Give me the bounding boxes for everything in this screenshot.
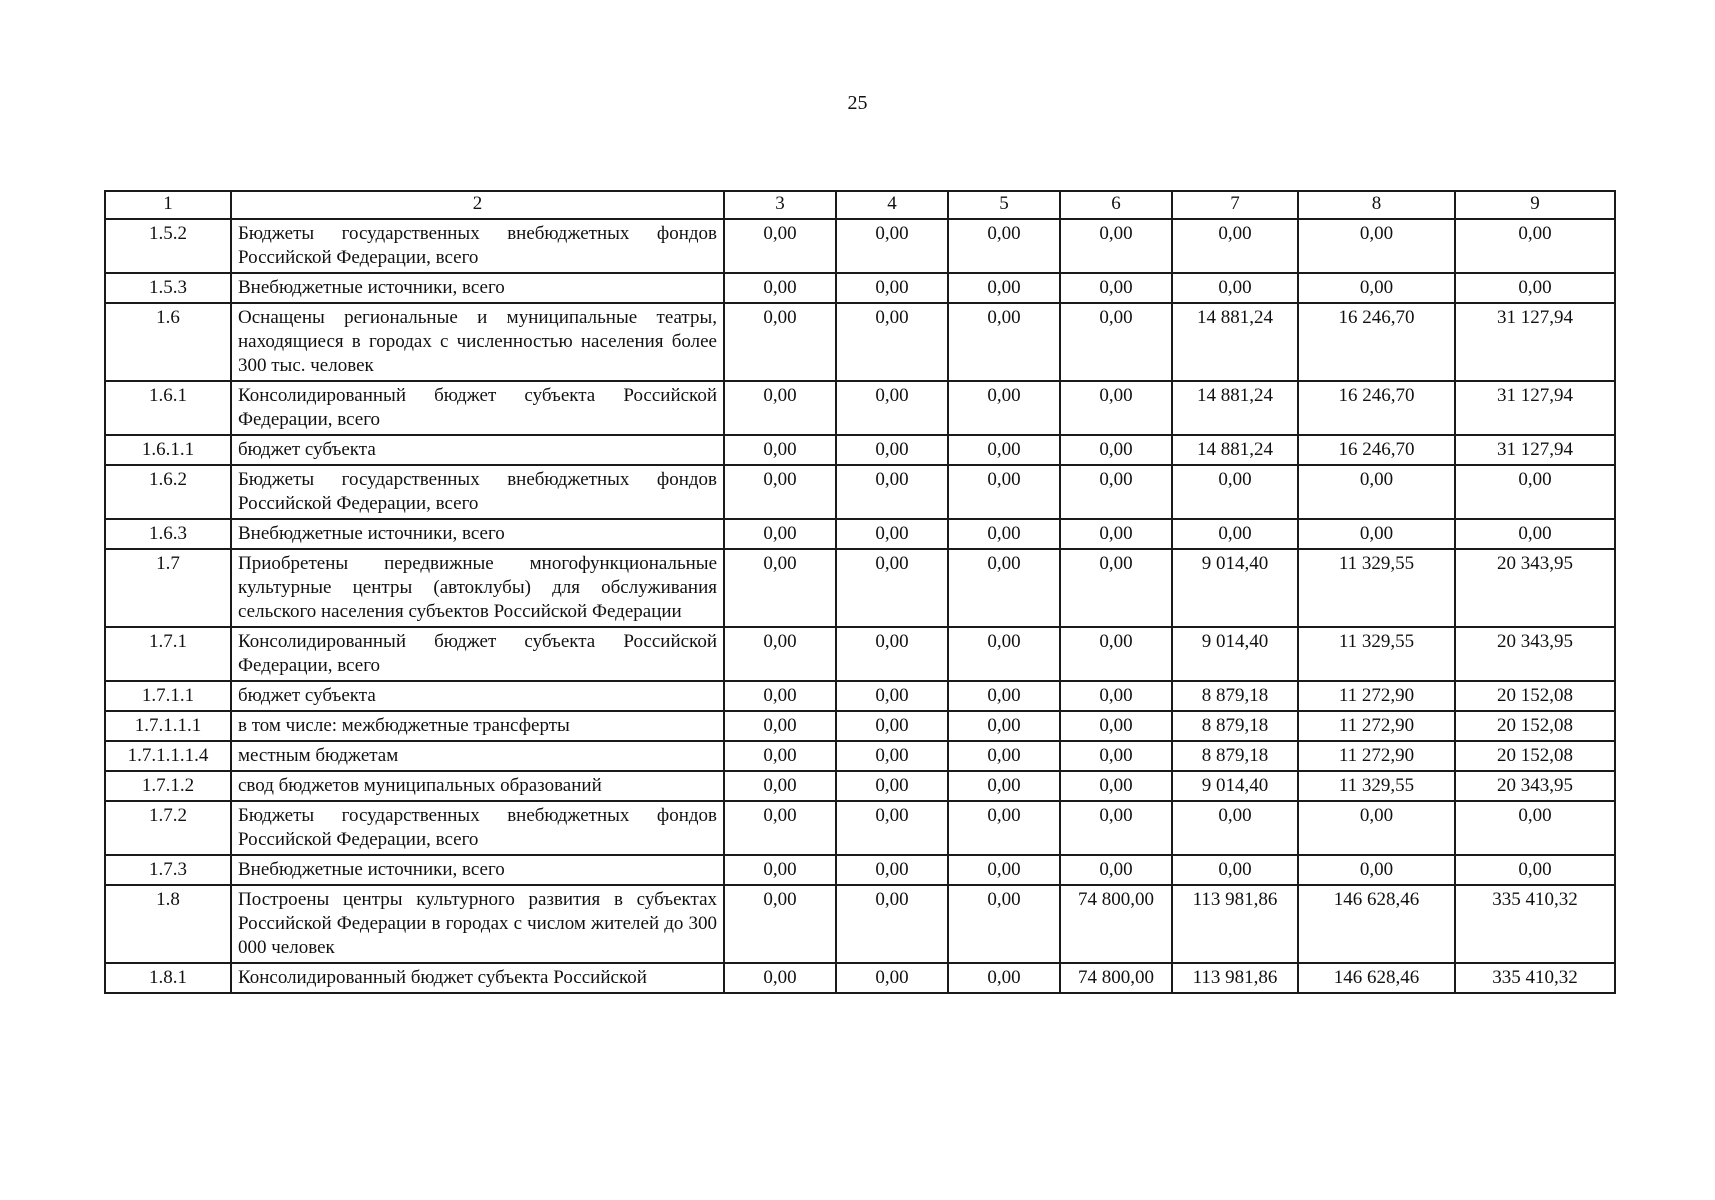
value-cell-col-6: 0,00 xyxy=(1060,549,1172,627)
row-code-cell: 1.7 xyxy=(105,549,231,627)
value-cell-col-6: 74 800,00 xyxy=(1060,963,1172,993)
value-cell-col-3: 0,00 xyxy=(724,273,836,303)
value-cell-col-4: 0,00 xyxy=(836,549,948,627)
value-cell-col-7: 14 881,24 xyxy=(1172,435,1298,465)
table-row xyxy=(105,885,1615,963)
value-cell-col-9: 335 410,32 xyxy=(1455,963,1615,993)
value-cell-col-7: 0,00 xyxy=(1172,465,1298,519)
value-cell-col-5: 0,00 xyxy=(948,681,1060,711)
value-cell-col-6: 74 800,00 xyxy=(1060,885,1172,963)
value-cell-col-6: 0,00 xyxy=(1060,855,1172,885)
value-cell-col-9: 20 152,08 xyxy=(1455,681,1615,711)
value-cell-col-9: 0,00 xyxy=(1455,273,1615,303)
column-header: 2 xyxy=(231,191,724,219)
value-cell-col-3: 0,00 xyxy=(724,219,836,273)
value-cell-col-8: 0,00 xyxy=(1298,273,1455,303)
value-cell-col-4: 0,00 xyxy=(836,273,948,303)
value-cell-col-5: 0,00 xyxy=(948,711,1060,741)
value-cell-col-9: 0,00 xyxy=(1455,519,1615,549)
value-cell-col-5: 0,00 xyxy=(948,465,1060,519)
row-description-cell: Построены центры культурного развития в субъектах Российской Федерации в городах с числом жителей до 300 000 человек xyxy=(231,885,724,963)
column-header: 9 xyxy=(1455,191,1615,219)
table-row xyxy=(105,549,1615,627)
value-cell-col-5: 0,00 xyxy=(948,801,1060,855)
value-cell-col-7: 8 879,18 xyxy=(1172,741,1298,771)
row-description-cell: Консолидированный бюджет субъекта Российской xyxy=(231,963,724,993)
row-code-cell: 1.5.3 xyxy=(105,273,231,303)
value-cell-col-9: 20 343,95 xyxy=(1455,627,1615,681)
value-cell-col-8: 0,00 xyxy=(1298,465,1455,519)
value-cell-col-6: 0,00 xyxy=(1060,801,1172,855)
table-row xyxy=(105,273,1615,303)
value-cell-col-4: 0,00 xyxy=(836,627,948,681)
value-cell-col-9: 0,00 xyxy=(1455,801,1615,855)
value-cell-col-7: 14 881,24 xyxy=(1172,381,1298,435)
value-cell-col-5: 0,00 xyxy=(948,963,1060,993)
row-code-cell: 1.7.2 xyxy=(105,801,231,855)
value-cell-col-5: 0,00 xyxy=(948,303,1060,381)
value-cell-col-5: 0,00 xyxy=(948,381,1060,435)
value-cell-col-5: 0,00 xyxy=(948,549,1060,627)
value-cell-col-4: 0,00 xyxy=(836,435,948,465)
value-cell-col-9: 20 343,95 xyxy=(1455,549,1615,627)
column-header: 6 xyxy=(1060,191,1172,219)
value-cell-col-4: 0,00 xyxy=(836,741,948,771)
value-cell-col-8: 11 329,55 xyxy=(1298,549,1455,627)
value-cell-col-3: 0,00 xyxy=(724,303,836,381)
value-cell-col-3: 0,00 xyxy=(724,465,836,519)
value-cell-col-7: 113 981,86 xyxy=(1172,963,1298,993)
row-description-cell: Оснащены региональные и муниципальные театры, находящиеся в городах с численностью населения более 300 тыс. человек xyxy=(231,303,724,381)
row-code-cell: 1.6.1.1 xyxy=(105,435,231,465)
table-row xyxy=(105,855,1615,885)
value-cell-col-3: 0,00 xyxy=(724,435,836,465)
value-cell-col-6: 0,00 xyxy=(1060,711,1172,741)
table-row xyxy=(105,801,1615,855)
value-cell-col-5: 0,00 xyxy=(948,741,1060,771)
value-cell-col-3: 0,00 xyxy=(724,801,836,855)
value-cell-col-8: 0,00 xyxy=(1298,855,1455,885)
row-code-cell: 1.6 xyxy=(105,303,231,381)
value-cell-col-4: 0,00 xyxy=(836,381,948,435)
row-code-cell: 1.7.1.1 xyxy=(105,681,231,711)
table-row xyxy=(105,741,1615,771)
value-cell-col-3: 0,00 xyxy=(724,681,836,711)
value-cell-col-7: 9 014,40 xyxy=(1172,771,1298,801)
page-number: 25 xyxy=(847,92,868,114)
value-cell-col-8: 11 272,90 xyxy=(1298,741,1455,771)
value-cell-col-9: 31 127,94 xyxy=(1455,303,1615,381)
table-row xyxy=(105,963,1615,993)
value-cell-col-3: 0,00 xyxy=(724,741,836,771)
value-cell-col-8: 11 329,55 xyxy=(1298,771,1455,801)
value-cell-col-4: 0,00 xyxy=(836,219,948,273)
value-cell-col-5: 0,00 xyxy=(948,771,1060,801)
value-cell-col-3: 0,00 xyxy=(724,963,836,993)
value-cell-col-6: 0,00 xyxy=(1060,771,1172,801)
value-cell-col-9: 20 343,95 xyxy=(1455,771,1615,801)
value-cell-col-4: 0,00 xyxy=(836,855,948,885)
value-cell-col-5: 0,00 xyxy=(948,885,1060,963)
value-cell-col-6: 0,00 xyxy=(1060,465,1172,519)
value-cell-col-4: 0,00 xyxy=(836,711,948,741)
value-cell-col-4: 0,00 xyxy=(836,771,948,801)
table-row xyxy=(105,771,1615,801)
table-body xyxy=(105,219,1615,993)
value-cell-col-3: 0,00 xyxy=(724,855,836,885)
column-header: 8 xyxy=(1298,191,1455,219)
value-cell-col-3: 0,00 xyxy=(724,627,836,681)
row-description-cell: Внебюджетные источники, всего xyxy=(231,855,724,885)
row-description-cell: в том числе: межбюджетные трансферты xyxy=(231,711,724,741)
value-cell-col-7: 9 014,40 xyxy=(1172,549,1298,627)
column-header: 4 xyxy=(836,191,948,219)
table-row xyxy=(105,465,1615,519)
table-row xyxy=(105,381,1615,435)
value-cell-col-9: 335 410,32 xyxy=(1455,885,1615,963)
row-code-cell: 1.6.3 xyxy=(105,519,231,549)
table-row xyxy=(105,303,1615,381)
table-row xyxy=(105,519,1615,549)
value-cell-col-8: 146 628,46 xyxy=(1298,963,1455,993)
header-row xyxy=(105,191,1615,219)
value-cell-col-7: 8 879,18 xyxy=(1172,681,1298,711)
value-cell-col-4: 0,00 xyxy=(836,465,948,519)
value-cell-col-8: 11 329,55 xyxy=(1298,627,1455,681)
row-code-cell: 1.7.3 xyxy=(105,855,231,885)
row-description-cell: бюджет субъекта xyxy=(231,435,724,465)
value-cell-col-9: 0,00 xyxy=(1455,219,1615,273)
value-cell-col-6: 0,00 xyxy=(1060,303,1172,381)
row-description-cell: Внебюджетные источники, всего xyxy=(231,519,724,549)
value-cell-col-4: 0,00 xyxy=(836,519,948,549)
row-code-cell: 1.8.1 xyxy=(105,963,231,993)
column-header: 5 xyxy=(948,191,1060,219)
value-cell-col-7: 0,00 xyxy=(1172,801,1298,855)
value-cell-col-7: 0,00 xyxy=(1172,273,1298,303)
row-description-cell: Внебюджетные источники, всего xyxy=(231,273,724,303)
value-cell-col-8: 146 628,46 xyxy=(1298,885,1455,963)
table-row xyxy=(105,435,1615,465)
table-row xyxy=(105,681,1615,711)
value-cell-col-6: 0,00 xyxy=(1060,627,1172,681)
value-cell-col-3: 0,00 xyxy=(724,771,836,801)
value-cell-col-5: 0,00 xyxy=(948,273,1060,303)
value-cell-col-9: 31 127,94 xyxy=(1455,435,1615,465)
value-cell-col-8: 0,00 xyxy=(1298,219,1455,273)
row-code-cell: 1.7.1.2 xyxy=(105,771,231,801)
value-cell-col-7: 8 879,18 xyxy=(1172,711,1298,741)
row-code-cell: 1.5.2 xyxy=(105,219,231,273)
row-description-cell: Бюджеты государственных внебюджетных фондов Российской Федерации, всего xyxy=(231,801,724,855)
table-row xyxy=(105,627,1615,681)
row-description-cell: Бюджеты государственных внебюджетных фондов Российской Федерации, всего xyxy=(231,219,724,273)
budget-table xyxy=(104,190,1616,994)
value-cell-col-6: 0,00 xyxy=(1060,381,1172,435)
table-row xyxy=(105,711,1615,741)
value-cell-col-7: 9 014,40 xyxy=(1172,627,1298,681)
value-cell-col-4: 0,00 xyxy=(836,885,948,963)
value-cell-col-6: 0,00 xyxy=(1060,435,1172,465)
row-code-cell: 1.7.1 xyxy=(105,627,231,681)
row-description-cell: местным бюджетам xyxy=(231,741,724,771)
value-cell-col-6: 0,00 xyxy=(1060,741,1172,771)
value-cell-col-8: 16 246,70 xyxy=(1298,435,1455,465)
row-code-cell: 1.6.1 xyxy=(105,381,231,435)
row-description-cell: Бюджеты государственных внебюджетных фондов Российской Федерации, всего xyxy=(231,465,724,519)
value-cell-col-7: 113 981,86 xyxy=(1172,885,1298,963)
value-cell-col-5: 0,00 xyxy=(948,435,1060,465)
row-code-cell: 1.8 xyxy=(105,885,231,963)
value-cell-col-4: 0,00 xyxy=(836,801,948,855)
value-cell-col-3: 0,00 xyxy=(724,381,836,435)
value-cell-col-3: 0,00 xyxy=(724,519,836,549)
value-cell-col-7: 14 881,24 xyxy=(1172,303,1298,381)
value-cell-col-9: 31 127,94 xyxy=(1455,381,1615,435)
value-cell-col-9: 0,00 xyxy=(1455,855,1615,885)
value-cell-col-3: 0,00 xyxy=(724,711,836,741)
value-cell-col-6: 0,00 xyxy=(1060,681,1172,711)
column-header: 7 xyxy=(1172,191,1298,219)
column-header: 1 xyxy=(105,191,231,219)
value-cell-col-3: 0,00 xyxy=(724,549,836,627)
value-cell-col-8: 0,00 xyxy=(1298,519,1455,549)
value-cell-col-9: 20 152,08 xyxy=(1455,711,1615,741)
value-cell-col-8: 16 246,70 xyxy=(1298,381,1455,435)
row-description-cell: Консолидированный бюджет субъекта Российской Федерации, всего xyxy=(231,381,724,435)
value-cell-col-4: 0,00 xyxy=(836,303,948,381)
value-cell-col-8: 11 272,90 xyxy=(1298,711,1455,741)
value-cell-col-5: 0,00 xyxy=(948,627,1060,681)
value-cell-col-5: 0,00 xyxy=(948,855,1060,885)
value-cell-col-4: 0,00 xyxy=(836,963,948,993)
row-code-cell: 1.7.1.1.1 xyxy=(105,711,231,741)
row-code-cell: 1.7.1.1.1.4 xyxy=(105,741,231,771)
value-cell-col-6: 0,00 xyxy=(1060,219,1172,273)
row-description-cell: свод бюджетов муниципальных образований xyxy=(231,771,724,801)
table-header xyxy=(105,191,1615,219)
value-cell-col-5: 0,00 xyxy=(948,519,1060,549)
row-code-cell: 1.6.2 xyxy=(105,465,231,519)
value-cell-col-6: 0,00 xyxy=(1060,273,1172,303)
value-cell-col-9: 0,00 xyxy=(1455,465,1615,519)
value-cell-col-5: 0,00 xyxy=(948,219,1060,273)
column-header: 3 xyxy=(724,191,836,219)
value-cell-col-6: 0,00 xyxy=(1060,519,1172,549)
value-cell-col-8: 11 272,90 xyxy=(1298,681,1455,711)
table-row xyxy=(105,219,1615,273)
value-cell-col-8: 0,00 xyxy=(1298,801,1455,855)
value-cell-col-9: 20 152,08 xyxy=(1455,741,1615,771)
value-cell-col-8: 16 246,70 xyxy=(1298,303,1455,381)
value-cell-col-7: 0,00 xyxy=(1172,219,1298,273)
row-description-cell: Консолидированный бюджет субъекта Российской Федерации, всего xyxy=(231,627,724,681)
value-cell-col-4: 0,00 xyxy=(836,681,948,711)
row-description-cell: Приобретены передвижные многофункциональные культурные центры (автоклубы) для обслуживания сельского населения субъектов Российской Федерации xyxy=(231,549,724,627)
value-cell-col-7: 0,00 xyxy=(1172,519,1298,549)
value-cell-col-3: 0,00 xyxy=(724,885,836,963)
row-description-cell: бюджет субъекта xyxy=(231,681,724,711)
value-cell-col-7: 0,00 xyxy=(1172,855,1298,885)
